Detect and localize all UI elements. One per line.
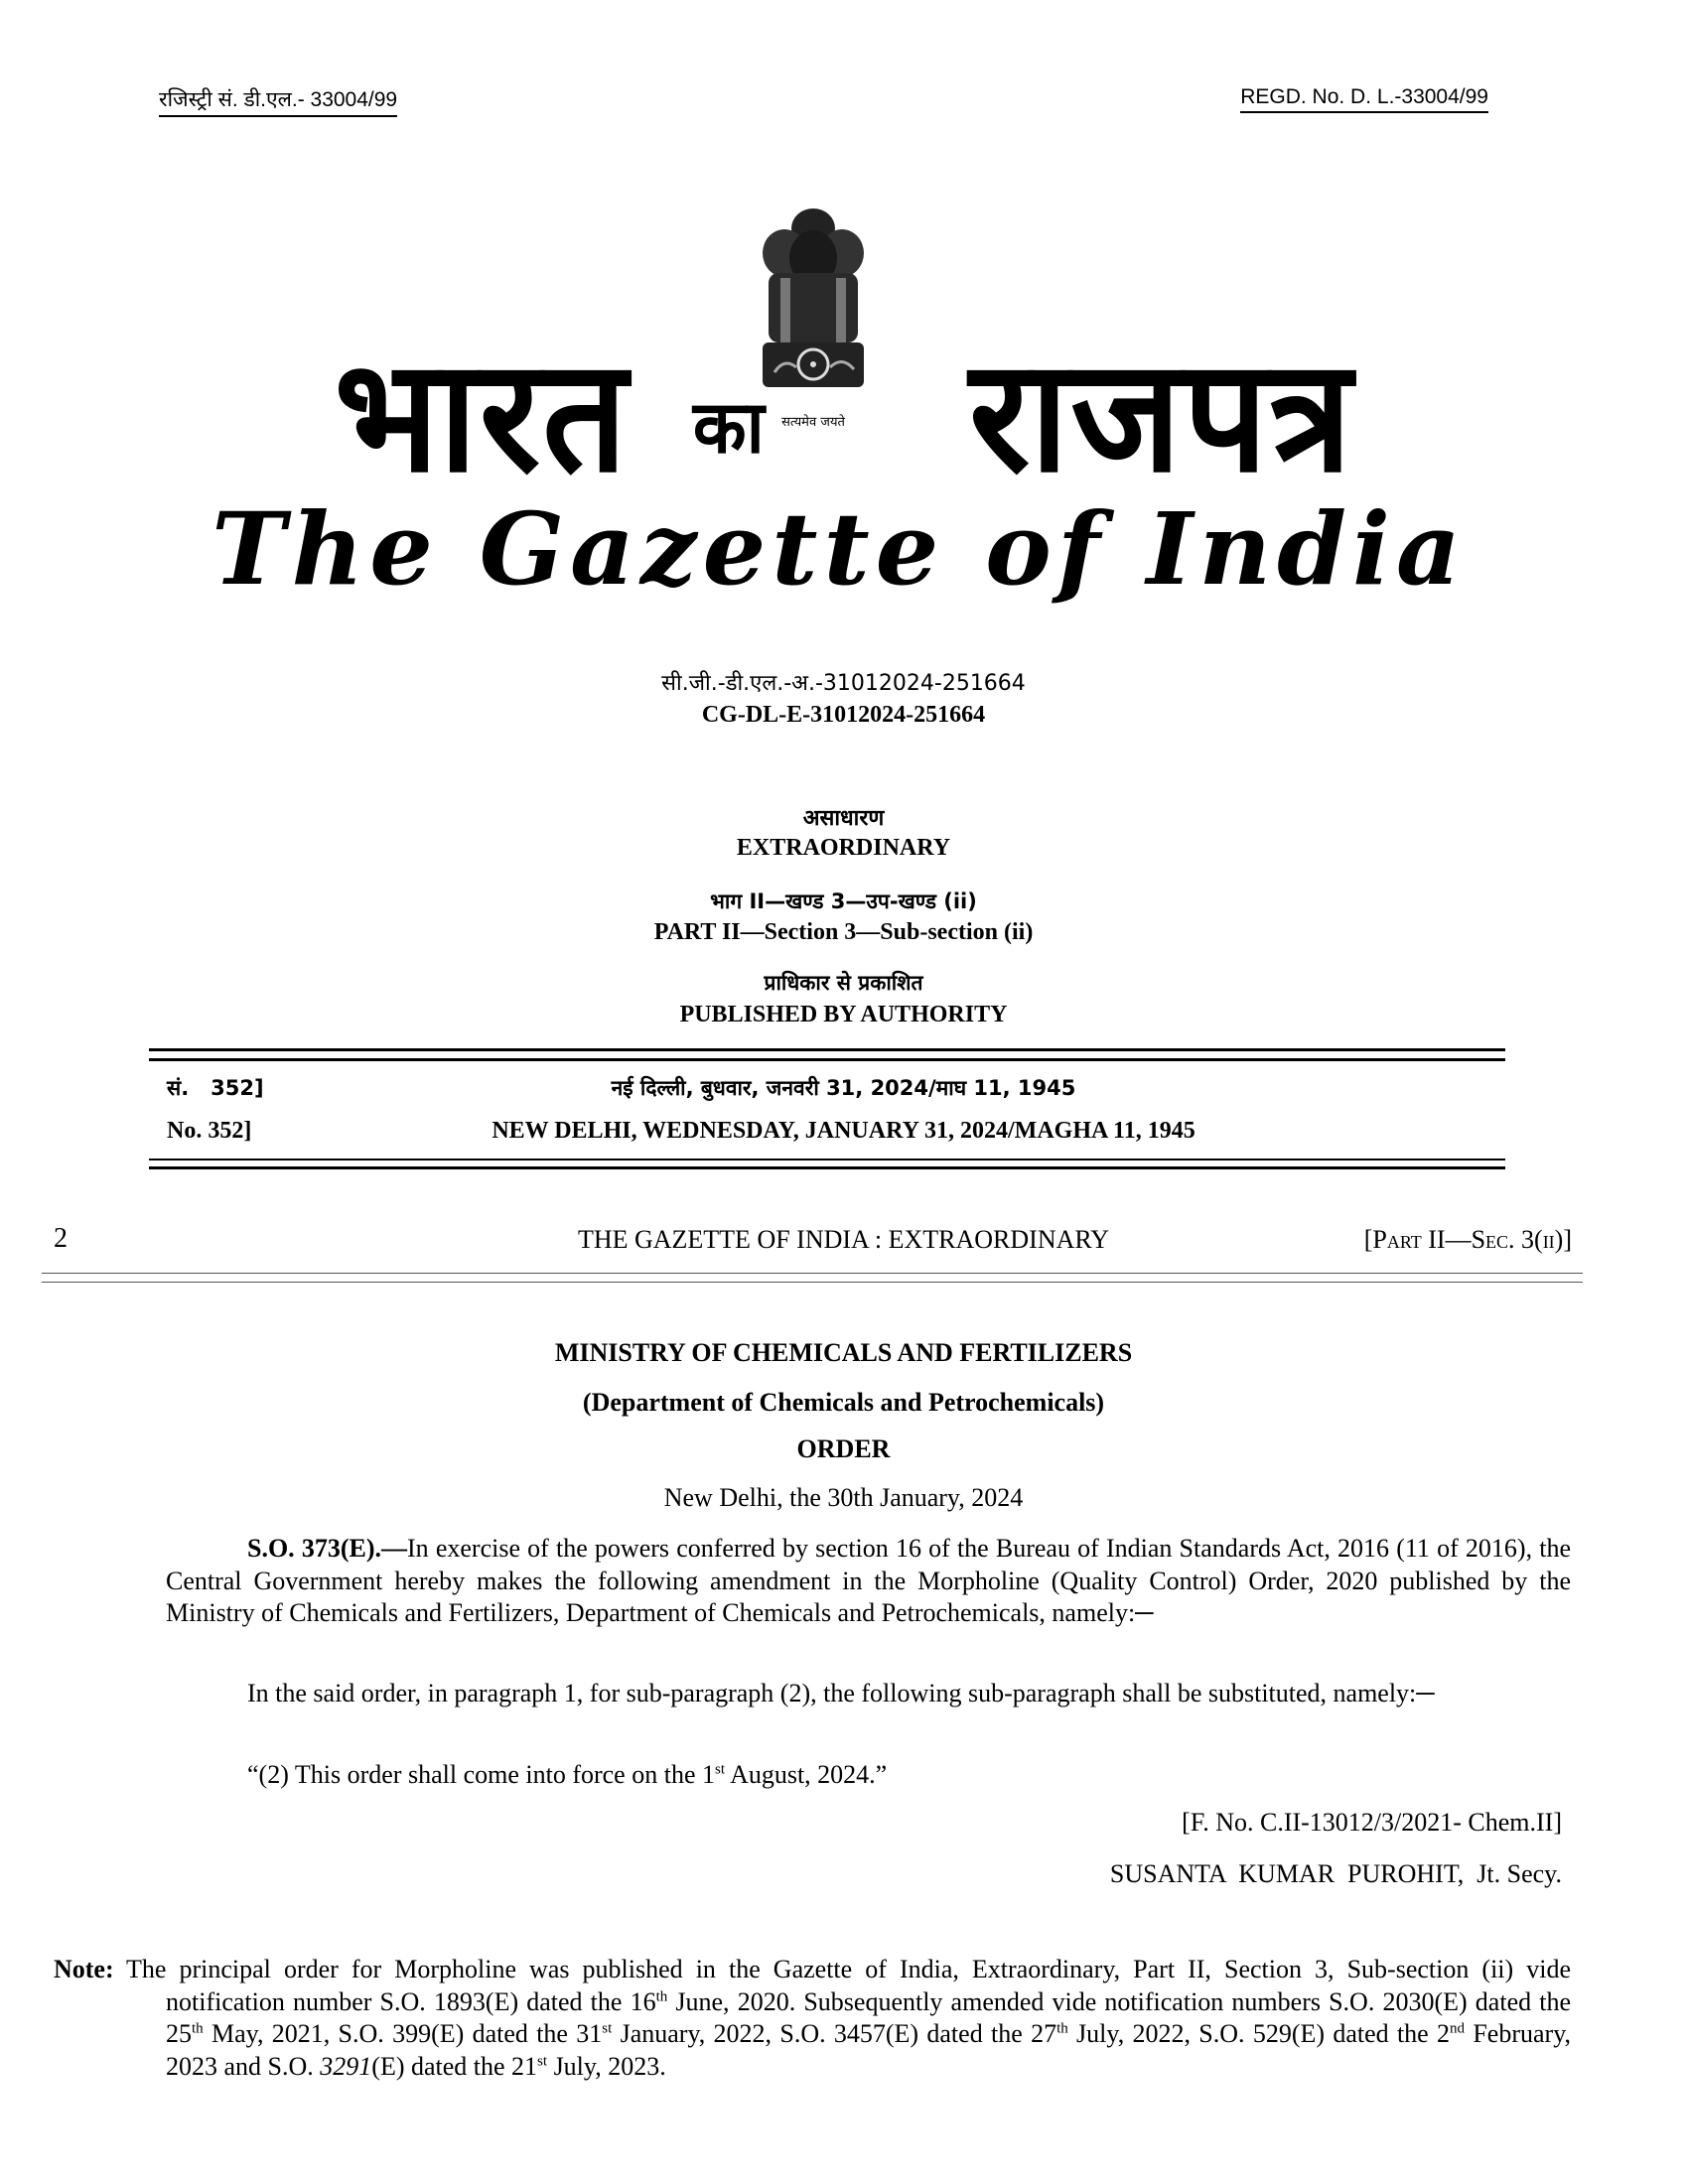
signatory: SUSANTA KUMAR PUROHIT, Jt. Secy. (1109, 1859, 1562, 1888)
masthead-english-title: The Gazette of India (211, 490, 1467, 608)
paragraph-1-text: In exercise of the powers conferred by section 16 of the Bureau of Indian Standards Act, 2016 (11 of 2016), the Central Government hereby makes the following amendment in the Morpholine (Quality Control) Order, 2020 published by the Ministry of Chemicals and Fertilizers, Department of Chemicals and Petrochemicals, namely:─ (166, 1534, 1571, 1627)
registration-number-english: REGD. No. D. L.-33004/99 (1240, 85, 1488, 113)
so-number: S.O. 373(E).— (247, 1534, 408, 1563)
masthead-hindi-title (189, 326, 1499, 510)
department-heading: (Department of Chemicals and Petrochemicals) (582, 1388, 1105, 1417)
title-hindi-rajpatra: राजपत्र (969, 326, 1354, 508)
registration-number-hindi: रजिस्ट्री सं. डी.एल.- 33004/99 (159, 85, 397, 117)
ministry-heading: MINISTRY OF CHEMICALS AND FERTILIZERS (554, 1338, 1133, 1367)
extraordinary-hindi: असाधारण (802, 806, 885, 831)
divider (149, 1166, 1505, 1169)
divider (149, 1159, 1505, 1160)
note-text-part: February, 2023 and S.O. (166, 2019, 1572, 2081)
quote-text: “(2) This order shall come into force on the 1 (247, 1760, 715, 1789)
note-text-part: May, 2021, S.O. 399(E) dated the 31 (203, 2019, 603, 2048)
gazette-code-english: CG-DL-E-31012024-251664 (701, 702, 986, 728)
note-text-part: January, 2022, S.O. 3457(E) dated the 27 (612, 2019, 1057, 2048)
gazette-code-hindi: सी.जी.-डी.एल.-अ.-31012024-251664 (661, 671, 1026, 696)
divider (42, 1282, 1583, 1283)
file-number: [F. No. C.II-13012/3/2021- Chem.II] (1182, 1808, 1562, 1837)
authority-hindi: प्राधिकार से प्रकाशित (764, 971, 923, 995)
part-english: PART II—Section 3—Sub-section (ii) (653, 919, 1034, 945)
running-title: THE GAZETTE OF INDIA : EXTRAORDINARY (577, 1225, 1110, 1254)
note-text-part: (E) dated the 21 (371, 2051, 538, 2081)
divider (42, 1273, 1583, 1274)
substituted-subparagraph (166, 1759, 1571, 1792)
divider (149, 1048, 1505, 1051)
note-label: Note: (54, 1955, 114, 1983)
place-date: New Delhi, the 30th January, 2024 (663, 1483, 1024, 1512)
note-text-part: July, 2023. (547, 2051, 666, 2081)
emblem-motto: सत्यमेव जयते (781, 415, 845, 430)
order-heading: ORDER (796, 1434, 891, 1463)
superscript: th (1056, 2020, 1068, 2037)
superscript: th (655, 1987, 668, 2004)
title-hindi-bharat: भारत (334, 326, 630, 508)
title-hindi-ka: का (692, 384, 767, 471)
page-number: 2 (54, 1223, 68, 1254)
divider (149, 1058, 1505, 1061)
part-hindi: भाग II—खण्ड 3—उप-खण्ड (ii) (710, 889, 977, 913)
note-text (126, 1954, 1572, 2083)
note-text-italic: 3291 (320, 2051, 372, 2081)
extraordinary-english: EXTRAORDINARY (736, 835, 951, 861)
issue-date-english: NEW DELHI, WEDNESDAY, JANUARY 31, 2024/MAGHA 11, 1945 (492, 1118, 1195, 1144)
note-text-part: June, 2020. Subsequently amended vide notification numbers S.O. 2030(E) dated the 25 (166, 1986, 1572, 2048)
superscript: st (537, 2052, 548, 2069)
quote-text-end: August, 2024.” (725, 1760, 888, 1789)
issue-number-hindi: सं. 352] (167, 1076, 264, 1100)
superscript: st (602, 2020, 613, 2037)
superscript: st (714, 1761, 725, 1778)
order-paragraph-2: In the said order, in paragraph 1, for sub-paragraph (2), the following sub-paragraph shall be substituted, namely:─ (247, 1679, 1435, 1707)
running-section: [Part II—Sec. 3(ii)] (1363, 1225, 1572, 1254)
issue-date-hindi: नई दिल्ली, बुधवार, जनवरी 31, 2024/माघ 11, 1945 (611, 1076, 1076, 1100)
superscript: nd (1450, 2020, 1466, 2037)
note-text-part: July, 2022, S.O. 529(E) dated the 2 (1067, 2019, 1451, 2048)
order-paragraph-1 (166, 1533, 1571, 1630)
superscript: th (192, 2020, 204, 2037)
note-text-part: The principal order for Morpholine was published in the Gazette of India, Extraordinary, Part II, Section 3, Sub-section (ii) vide notification number S.O. 1893(E) dated the 16 (126, 1955, 1571, 2016)
issue-number-english: No. 352] (167, 1118, 252, 1144)
authority-english: PUBLISHED BY AUTHORITY (679, 1002, 1008, 1027)
